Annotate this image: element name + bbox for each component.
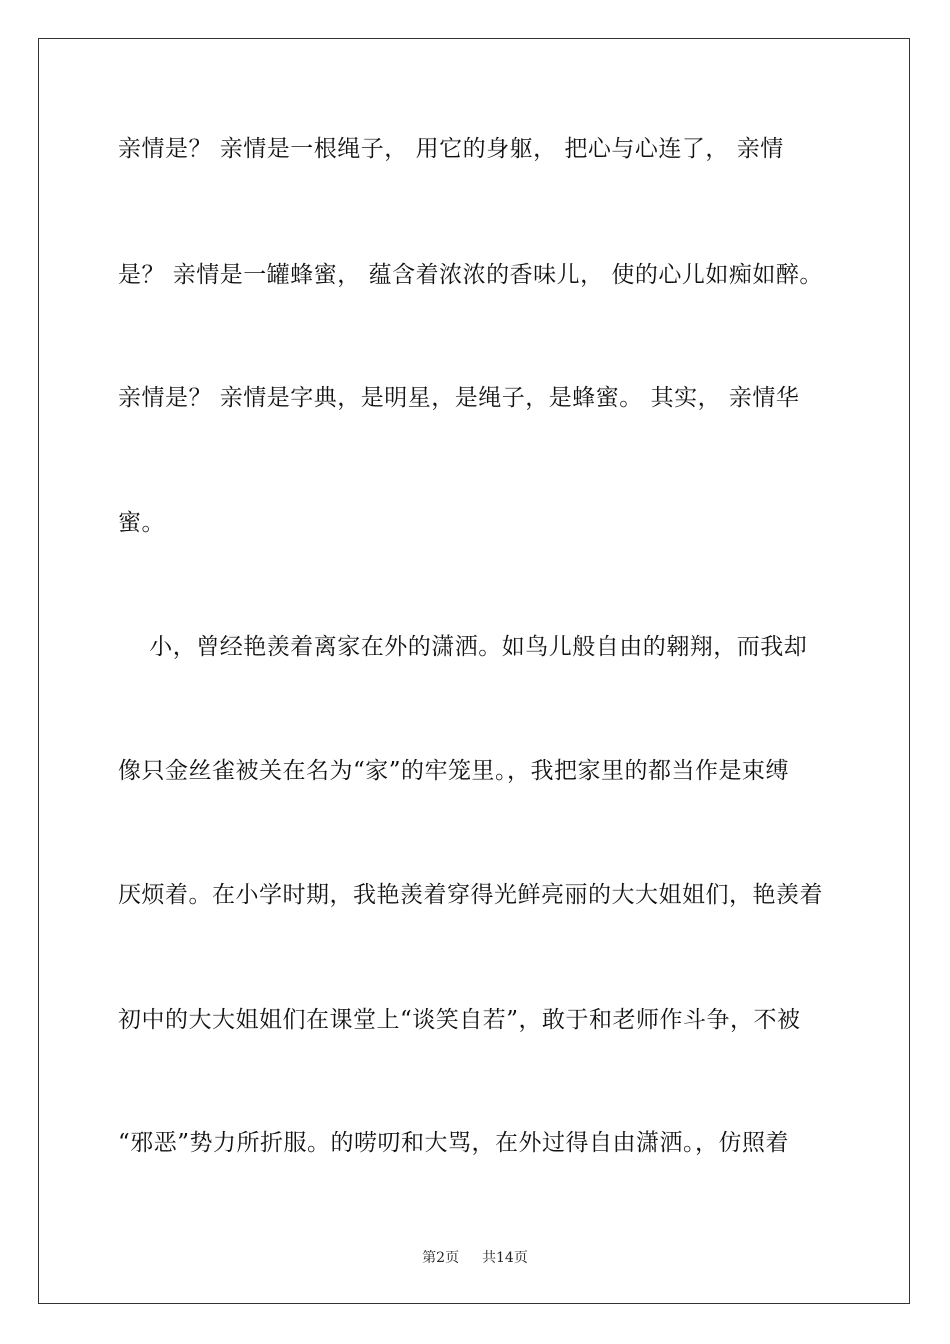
text-line-1: 亲情是？ 亲情是一根绳子， 用它的身躯， 把心与心连了， 亲情	[118, 136, 784, 162]
text-line-2: 是？ 亲情是一罐蜂蜜， 蕴含着浓浓的香味儿， 使的心儿如痴如醉。	[118, 262, 823, 288]
current-page-label: 第2页	[422, 1250, 460, 1266]
text-line-5: 小，曾经艳羡着离家在外的潇洒。如鸟儿般自由的翱翔，而我却	[118, 634, 808, 660]
text-line-8: 初中的大大姐姐们在课堂上“谈笑自若”，敢于和老师作斗争，不被	[118, 1007, 801, 1033]
total-pages-label: 共14页	[482, 1250, 528, 1266]
text-line-9: “邪恶”势力所折服。的唠叨和大骂，在外过得自由潇洒。，仿照着	[118, 1130, 790, 1156]
page-footer	[0, 1248, 950, 1268]
text-line-4: 蜜。	[118, 510, 165, 536]
page-border	[38, 38, 910, 1304]
text-line-3: 亲情是？ 亲情是字典，是明星，是绳子，是蜂蜜。 其实， 亲情华	[118, 385, 800, 411]
text-line-6: 像只金丝雀被关在名为“家”的牢笼里。，我把家里的都当作是束缚	[118, 758, 790, 784]
text-line-7: 厌烦着。在小学时期，我艳羡着穿得光鲜亮丽的大大姐姐们，艳羡着	[118, 882, 823, 908]
